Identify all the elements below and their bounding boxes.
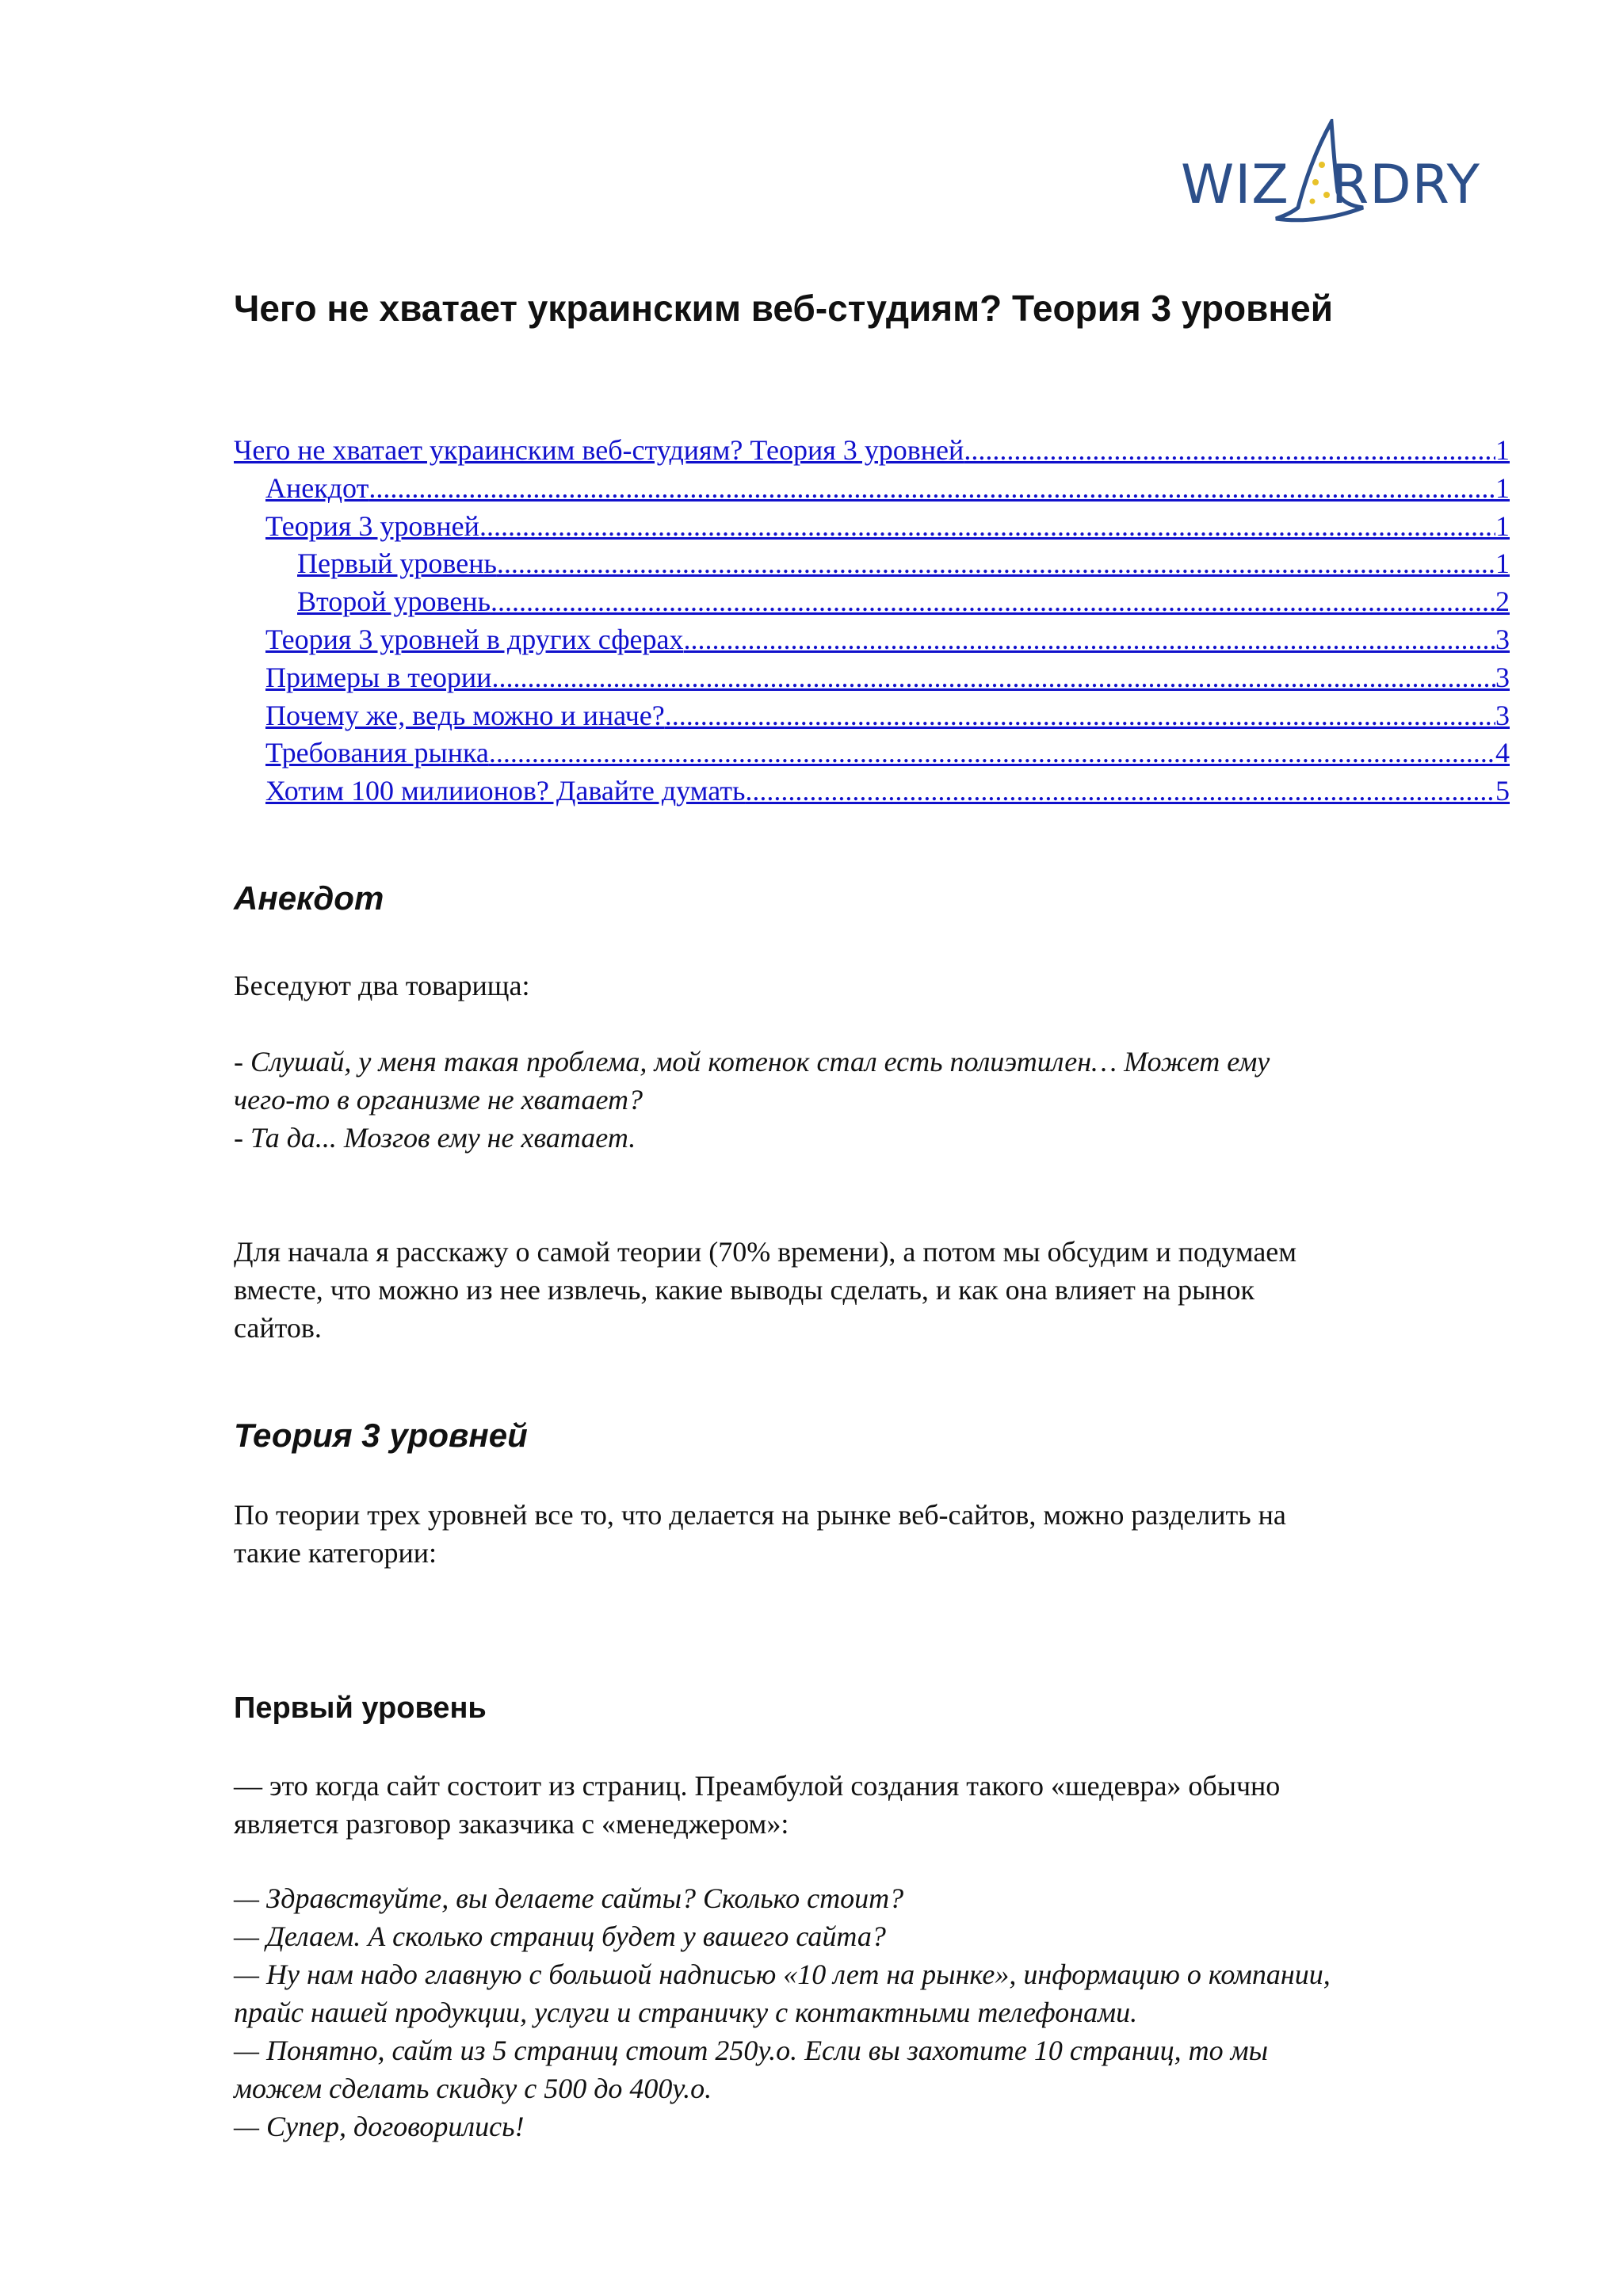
toc-link[interactable]: Первый уровень ..... 1 — [297, 544, 1510, 582]
toc-leader-dots — [665, 696, 1495, 734]
toc-leader-dots — [491, 582, 1495, 620]
dialogue-line: - Та да... Мозгов ему не хватает. — [234, 1122, 636, 1154]
toc-leader-dots — [369, 469, 1495, 507]
toc-link[interactable]: Анекдот ..... 1 — [265, 469, 1510, 507]
toc-link[interactable]: Теория 3 уровней ..... 1 — [265, 507, 1510, 545]
paragraph-line: вместе, что можно из нее извлечь, какие выводы сделать, и как она влияет на рынок — [234, 1274, 1255, 1306]
toc-link[interactable]: Чего не хватает украинским веб-студиям? Теория 3 уровней ..... 1 — [234, 431, 1510, 469]
toc-link[interactable]: Хотим 100 милиионов? Давайте думать ..... 5 — [265, 772, 1510, 810]
toc-entry — [234, 772, 1510, 810]
toc-entry — [234, 507, 1510, 545]
toc-link[interactable]: Второй уровень ..... 2 — [297, 582, 1510, 620]
dialogue-line: — Ну нам надо главную с большой надписью «10 лет на рынке», информацию о компании, — [234, 1958, 1331, 1990]
section-heading-theory: Теория 3 уровней — [234, 1417, 528, 1454]
section-heading-level1: Первый уровень — [234, 1691, 487, 1725]
table-of-contents — [234, 431, 1510, 810]
dialogue-line: — Здравствуйте, вы делаете сайты? Сколько стоит? — [234, 1882, 904, 1914]
toc-leader-dots — [491, 658, 1495, 696]
toc-leader-dots — [497, 544, 1495, 582]
toc-leader-dots — [964, 431, 1495, 469]
dialogue-line: чего-то в организме не хватает? — [234, 1084, 643, 1116]
wizardry-logo — [1181, 119, 1498, 230]
anekdot-dialogue — [234, 1043, 1510, 1157]
dialogue-line: - Слушай, у меня такая проблема, мой котенок стал есть полиэтилен… Может ему — [234, 1046, 1270, 1077]
dialogue-line: можем сделать скидку с 500 до 400у.о. — [234, 2073, 712, 2104]
toc-entry — [234, 734, 1510, 772]
paragraph-line: такие категории: — [234, 1537, 437, 1569]
dialogue-line: — Супер, договорились! — [234, 2111, 525, 2142]
theory-paragraph — [234, 1496, 1510, 1572]
anekdot-paragraph — [234, 1233, 1510, 1347]
toc-link[interactable]: Требования рынка ..... 4 — [265, 734, 1510, 772]
toc-entry — [234, 431, 1510, 469]
toc-entry — [234, 658, 1510, 696]
toc-link[interactable]: Примеры в теории ..... 3 — [265, 658, 1510, 696]
dialogue-line: — Понятно, сайт из 5 страниц стоит 250у.о. Если вы захотите 10 страниц, то мы — [234, 2035, 1269, 2066]
toc-entry — [234, 469, 1510, 507]
dialogue-line: прайс нашей продукции, услуги и страничку с контактными телефонами. — [234, 1997, 1138, 2028]
toc-entry — [234, 620, 1510, 658]
toc-link[interactable]: Почему же, ведь можно и иначе? ..... 3 — [265, 696, 1510, 734]
level1-dialogue — [234, 1879, 1510, 2145]
toc-entry — [234, 696, 1510, 734]
toc-entry — [234, 582, 1510, 620]
paragraph-line: По теории трех уровней все то, что делается на рынке веб-сайтов, можно разделить на — [234, 1499, 1286, 1531]
toc-entry — [234, 544, 1510, 582]
anekdot-intro: Беседуют два товарища: — [234, 970, 530, 1001]
paragraph-line: сайтов. — [234, 1312, 322, 1344]
toc-leader-dots — [489, 734, 1495, 772]
logo-text-part1: WIZ — [1181, 154, 1289, 216]
paragraph-line: — это когда сайт состоит из страниц. Преамбулой создания такого «шедевра» обычно — [234, 1770, 1281, 1802]
toc-leader-dots — [479, 507, 1495, 545]
toc-leader-dots — [684, 620, 1495, 658]
level1-paragraph — [234, 1767, 1510, 1843]
toc-leader-dots — [745, 772, 1495, 810]
paragraph-line: является разговор заказчика с «менеджером»: — [234, 1808, 789, 1840]
dialogue-line: — Делаем. А сколько страниц будет у вашего сайта? — [234, 1920, 886, 1952]
section-heading-anekdot: Анекдот — [234, 879, 384, 917]
logo-text-part2: RDRY — [1331, 154, 1481, 216]
document-title: Чего не хватает украинским веб-студиям? Теория 3 уровней — [234, 288, 1334, 329]
paragraph-line: Для начала я расскажу о самой теории (70% времени), а потом мы обсудим и подумаем — [234, 1236, 1297, 1268]
toc-link[interactable]: Теория 3 уровней в других сферах ..... 3 — [265, 620, 1510, 658]
